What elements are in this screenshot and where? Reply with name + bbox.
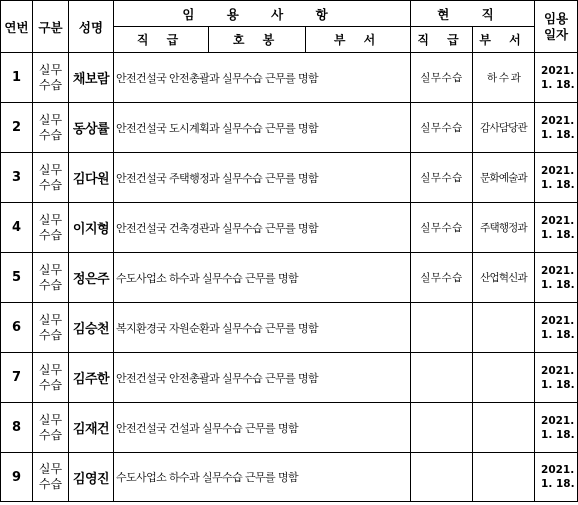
header-appointment-group: 임 용 사 항 (114, 1, 411, 27)
row-date-line2: 1. 18. (541, 178, 575, 191)
row-appointment: 수도사업소 하수과 실무수습 근무를 명함 (114, 253, 411, 303)
row-name: 동상률 (69, 103, 114, 153)
row-category-line2: 수습 (38, 477, 63, 491)
row-date-line1: 2021. (541, 464, 575, 476)
row-date-line1: 2021. (541, 414, 575, 427)
row-current-dept: 감사담당관 (473, 103, 535, 153)
row-current-rank (411, 453, 473, 502)
row-appointment: 안전건설국 도시계획과 실무수습 근무를 명함 (114, 103, 411, 153)
row-category (33, 353, 69, 403)
row-current-dept: 산업혁신과 (473, 253, 535, 303)
row-date-line2: 1. 18. (541, 128, 575, 141)
header-step: 호 봉 (209, 27, 306, 53)
row-appointment: 안전건설국 안전총괄과 실무수습 근무를 명함 (114, 53, 411, 103)
row-date-line1: 2021. (541, 64, 575, 77)
header-no: 연번 (1, 1, 33, 53)
row-category-line2: 수습 (38, 427, 63, 442)
row-current-rank: 실무수습 (411, 253, 473, 303)
row-date-line1: 2021. (541, 114, 575, 127)
row-name: 이지형 (69, 203, 114, 253)
table-row (1, 303, 578, 353)
table-row (1, 53, 578, 103)
row-category (33, 253, 69, 303)
row-current-dept (473, 353, 535, 403)
row-category-line1: 실무 (38, 412, 63, 427)
row-category (33, 203, 69, 253)
row-category (33, 303, 69, 353)
row-date-line1: 2021. (541, 164, 575, 177)
row-category (33, 53, 69, 103)
row-category-line1: 실무 (38, 62, 63, 77)
header-date (535, 1, 578, 53)
row-date (535, 53, 578, 103)
table-row (1, 353, 578, 403)
row-appointment: 안전건설국 주택행정과 실무수습 근무를 명함 (114, 153, 411, 203)
row-category (33, 153, 69, 203)
row-number: 7 (1, 353, 33, 403)
row-category (33, 453, 69, 502)
header-date-line2: 일자 (543, 26, 569, 42)
row-number: 9 (1, 453, 33, 502)
row-name: 김승천 (69, 303, 114, 353)
row-date (535, 153, 578, 203)
header-current-group: 현 직 (411, 1, 535, 27)
row-date-line2: 1. 18. (541, 328, 575, 341)
row-name: 김주한 (69, 353, 114, 403)
row-category-line1: 실무 (38, 262, 63, 277)
row-date-line2: 1. 18. (541, 378, 575, 391)
row-number: 6 (1, 303, 33, 353)
row-date (535, 453, 578, 502)
header-rank: 직 급 (114, 27, 209, 53)
row-number: 5 (1, 253, 33, 303)
row-appointment: 안전건설국 안전총괄과 실무수습 근무를 명함 (114, 353, 411, 403)
row-date-line2: 1. 18. (541, 278, 575, 291)
row-category-line1: 실무 (38, 212, 63, 227)
row-date-line2: 1. 18. (541, 428, 575, 441)
row-number: 1 (1, 53, 33, 103)
row-category-line2: 수습 (38, 177, 63, 192)
row-category-line2: 수습 (38, 277, 63, 292)
row-date-line2: 1. 18. (541, 478, 575, 490)
row-date (535, 253, 578, 303)
row-date-line1: 2021. (541, 314, 575, 327)
row-current-rank: 실무수습 (411, 203, 473, 253)
row-category-line1: 실무 (38, 312, 63, 327)
row-current-dept (473, 403, 535, 453)
row-category-line1: 실무 (38, 362, 63, 377)
table-row (1, 103, 578, 153)
row-current-rank: 실무수습 (411, 103, 473, 153)
header-dept: 부 서 (306, 27, 411, 53)
row-category (33, 103, 69, 153)
table-row (1, 453, 578, 502)
row-number: 2 (1, 103, 33, 153)
row-name: 정은주 (69, 253, 114, 303)
row-appointment: 안전건설국 건설과 실무수습 근무를 명함 (114, 403, 411, 453)
table-body (1, 53, 578, 502)
row-date-line2: 1. 18. (541, 228, 575, 241)
row-date (535, 303, 578, 353)
table-row (1, 253, 578, 303)
row-date-line1: 2021. (541, 264, 575, 277)
row-current-rank (411, 303, 473, 353)
row-number: 4 (1, 203, 33, 253)
row-appointment: 복지환경국 자원순환과 실무수습 근무를 명함 (114, 303, 411, 353)
row-date (535, 103, 578, 153)
header-name: 성명 (69, 1, 114, 53)
row-category-line2: 수습 (38, 77, 63, 92)
header-gubun: 구분 (33, 1, 69, 53)
row-current-rank: 실무수습 (411, 53, 473, 103)
row-date (535, 353, 578, 403)
row-current-dept: 문화예술과 (473, 153, 535, 203)
row-date-line2: 1. 18. (541, 78, 575, 91)
row-category-line2: 수습 (38, 127, 63, 142)
row-appointment: 안전건설국 건축경관과 실무수습 근무를 명함 (114, 203, 411, 253)
row-current-rank (411, 403, 473, 453)
row-current-dept: 주택행정과 (473, 203, 535, 253)
row-date (535, 403, 578, 453)
row-current-dept (473, 303, 535, 353)
row-current-dept: 하 수 과 (473, 53, 535, 103)
row-date (535, 203, 578, 253)
row-category-line2: 수습 (38, 327, 63, 342)
row-category-line1: 실무 (38, 162, 63, 177)
row-category-line2: 수습 (38, 377, 63, 392)
row-category-line1: 실무 (38, 462, 63, 476)
row-name: 김영진 (69, 453, 114, 502)
row-name: 채보람 (69, 53, 114, 103)
header-current-dept: 부 서 (473, 27, 535, 53)
row-appointment: 수도사업소 하수과 실무수습 근무를 명함 (114, 453, 411, 502)
row-date-line1: 2021. (541, 214, 575, 227)
table-row (1, 203, 578, 253)
header-date-line1: 임용 (543, 10, 569, 26)
row-date-line1: 2021. (541, 364, 575, 377)
row-category (33, 403, 69, 453)
row-category-line2: 수습 (38, 227, 63, 242)
table-row (1, 403, 578, 453)
row-name: 김다원 (69, 153, 114, 203)
row-current-dept (473, 453, 535, 502)
row-number: 3 (1, 153, 33, 203)
header-row-top (1, 1, 578, 27)
row-number: 8 (1, 403, 33, 453)
header-current-rank: 직 급 (411, 27, 473, 53)
row-current-rank: 실무수습 (411, 153, 473, 203)
table-row (1, 153, 578, 203)
row-category-line1: 실무 (38, 112, 63, 127)
row-current-rank (411, 353, 473, 403)
row-name: 김재건 (69, 403, 114, 453)
